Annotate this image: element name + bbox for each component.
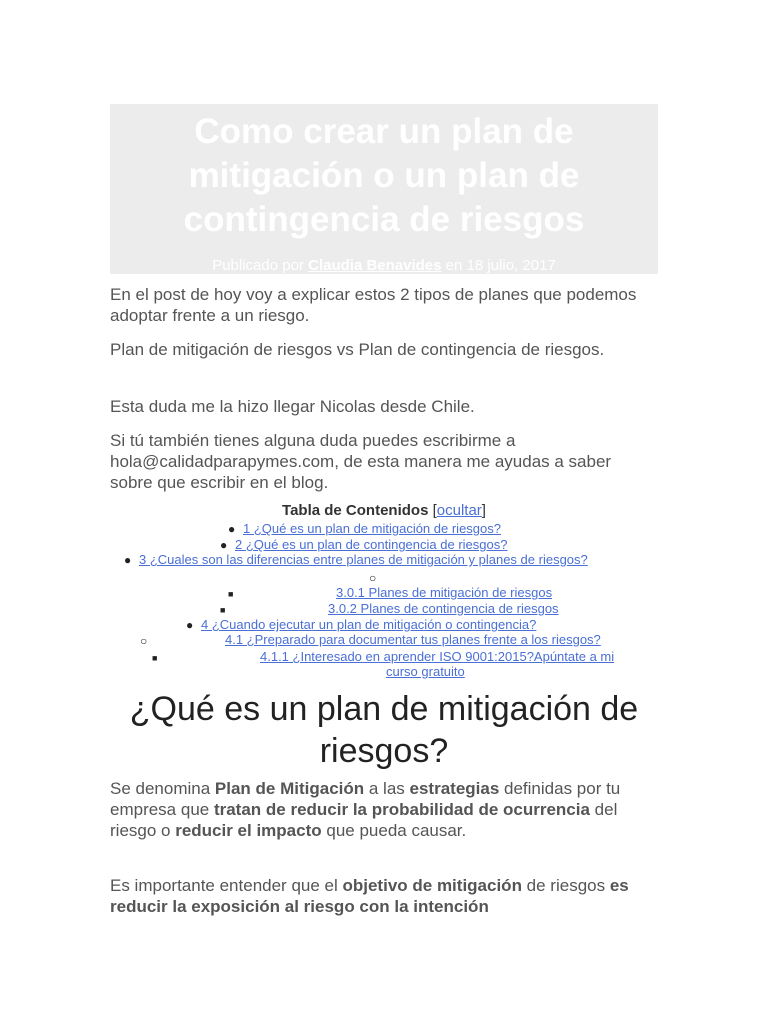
emphasis: estrategias: [409, 779, 500, 798]
toc-link-1[interactable]: 1 ¿Qué es un plan de mitigación de riesgos?: [243, 521, 501, 536]
bullet-square-icon: ■: [152, 653, 158, 663]
published-prefix: Publicado por: [212, 257, 304, 274]
text-run: que pueda causar.: [321, 821, 467, 840]
emphasis: tratan de reducir la probabilidad de ocurrencia: [213, 800, 590, 819]
post-title: Como crear un plan de mitigación o un plan de contingencia de riesgos: [183, 112, 585, 239]
toc-item-continued[interactable]: [386, 664, 465, 680]
toc-bracket-open: [: [432, 502, 437, 519]
toc-item[interactable]: [328, 601, 559, 617]
bullet-square-icon: ■: [220, 605, 226, 615]
bullet-disc-icon: ●: [228, 522, 236, 536]
bullet-circle-icon: ○: [140, 634, 148, 648]
post-meta: [110, 256, 658, 274]
post-date: 18 julio, 2017: [466, 257, 556, 274]
toc-item[interactable]: [201, 617, 536, 633]
toc-link-3-0-1[interactable]: 3.0.1 Planes de mitigación de riesgos: [336, 585, 553, 600]
toc-toggle-link[interactable]: ocultar: [436, 502, 482, 519]
section-paragraph-1: [110, 778, 658, 841]
toc-link-4[interactable]: 4 ¿Cuando ejecutar un plan de mitigación o contingencia?: [201, 617, 537, 632]
text-run: a las: [364, 779, 410, 798]
toc-link-4-1-1-cont[interactable]: curso gratuito: [386, 664, 465, 679]
section-paragraph-2: [110, 875, 658, 917]
emphasis: reducir el impacto: [175, 821, 322, 840]
toc-item[interactable]: [243, 521, 501, 537]
bullet-disc-icon: ●: [186, 618, 194, 632]
toc-link-4-1[interactable]: 4.1 ¿Preparado para documentar tus planes frente a los riesgos?: [225, 632, 601, 647]
toc-link-3[interactable]: 3 ¿Cuales son las diferencias entre planes de mitigación y planes de riesgos?: [139, 552, 588, 567]
toc-item[interactable]: [139, 552, 588, 568]
toc-item[interactable]: [235, 537, 507, 553]
text-run: Es importante entender que el: [110, 876, 343, 895]
bullet-square-icon: ■: [228, 589, 234, 599]
intro-paragraph-1: En el post de hoy voy a explicar estos 2 tipos de planes que podemos adoptar frente a un riesgo.: [110, 285, 637, 325]
text-run: de riesgos: [521, 876, 610, 895]
toc-item[interactable]: [225, 632, 601, 648]
toc-item[interactable]: [336, 585, 552, 601]
author-link[interactable]: Claudia Benavides: [308, 257, 442, 274]
text-run: definidas por tu empresa que: [110, 779, 621, 819]
toc-link-4-1-1[interactable]: 4.1.1 ¿Interesado en aprender ISO 9001:2015?Apúntate a mi: [260, 649, 615, 664]
emphasis: objetivo de mitigación: [342, 876, 522, 895]
toc-link-2[interactable]: 2 ¿Qué es un plan de contingencia de riesgos?: [235, 537, 508, 552]
emphasis: Plan de Mitigación: [214, 779, 365, 798]
toc-link-3-0-2[interactable]: 3.0.2 Planes de contingencia de riesgos: [328, 601, 559, 616]
toc-header: [0, 501, 768, 520]
post-header: [110, 104, 658, 274]
intro-paragraph-4: Si tú también tienes alguna duda puedes escribirme a hola@calidadparapymes.com, de esta manera me ayudas a saber sobre que escribir en el blog.: [110, 431, 612, 492]
toc-bracket-close: ]: [481, 502, 486, 519]
toc-title: Tabla de Contenidos: [282, 502, 429, 519]
section-heading: ¿Qué es un plan de mitigación de riesgos?: [129, 690, 639, 770]
bullet-circle-icon: ○: [369, 571, 377, 585]
bullet-disc-icon: ●: [124, 553, 132, 567]
emphasis: es reducir la exposición al riesgo con la intención: [110, 876, 629, 916]
toc-item[interactable]: [260, 649, 614, 665]
text-run: Se denomina: [110, 779, 215, 798]
intro-paragraph-3: Esta duda me la hizo llegar Nicolas desde Chile.: [110, 397, 475, 416]
text-run: del riesgo o: [110, 800, 618, 840]
date-prefix: en: [445, 257, 463, 274]
intro-paragraph-2: Plan de mitigación de riesgos vs Plan de contingencia de riesgos.: [110, 340, 605, 359]
bullet-disc-icon: ●: [220, 538, 228, 552]
